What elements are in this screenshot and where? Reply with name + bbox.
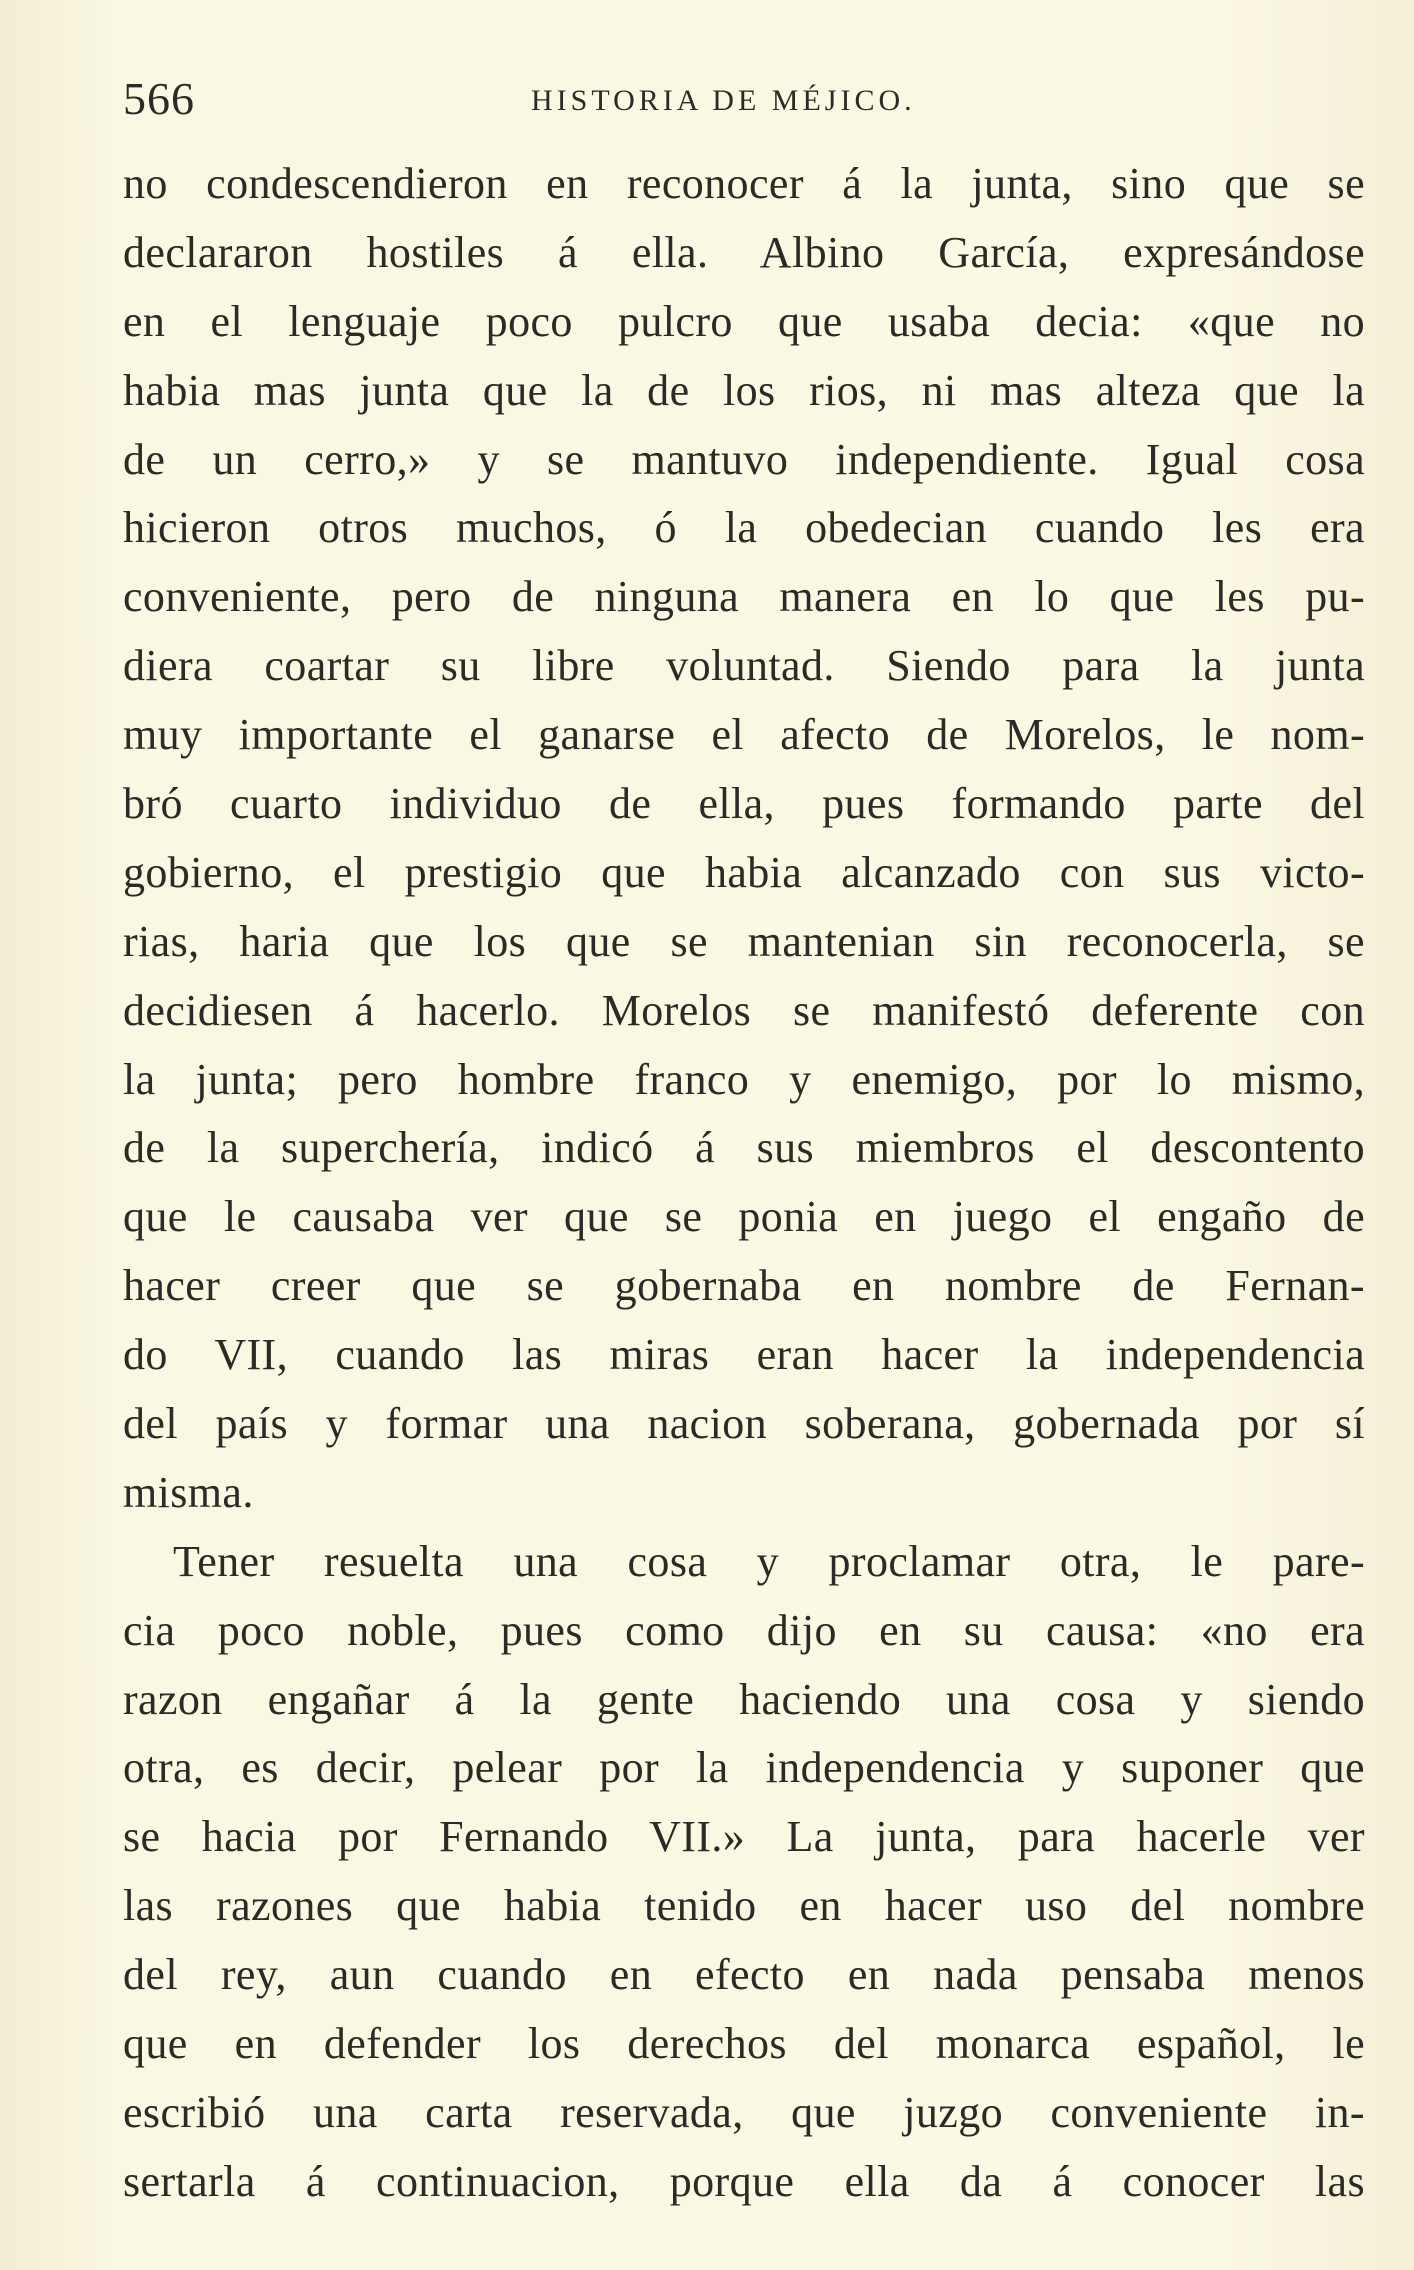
text-line: declararon hostiles á ella. Albino García, expresándose — [123, 227, 1365, 277]
text-line: hacer creer que se gobernaba en nombre de Fernan- — [123, 1261, 1365, 1311]
text-line: se hacia por Fernando VII.» La junta, para hacerle ver — [123, 1812, 1365, 1862]
page-header — [123, 72, 1365, 128]
paragraph — [123, 150, 1365, 1528]
text-line: que le causaba ver que se ponia en juego el engaño de — [123, 1192, 1365, 1242]
text-line: escribió una carta reservada, que juzgo conveniente in- — [123, 2087, 1365, 2137]
text-line: habia mas junta que la de los rios, ni mas alteza que la — [123, 365, 1365, 415]
text-line: conveniente, pero de ninguna manera en lo que les pu- — [123, 572, 1365, 622]
text-line: decidiesen á hacerlo. Morelos se manifestó deferente con — [123, 985, 1365, 1035]
text-line: cia poco noble, pues como dijo en su causa: «no era — [123, 1605, 1365, 1655]
page-number: 566 — [123, 73, 195, 124]
text-line: no condescendieron en reconocer á la junta, sino que se — [123, 159, 1365, 208]
text-line: rias, haria que los que se mantenian sin reconocerla, se — [123, 916, 1365, 966]
text-line: las razones que habia tenido en hacer uso del nombre — [123, 1881, 1365, 1931]
text-line: sertarla á continuacion, porque ella da á conocer las — [123, 2156, 1365, 2206]
text-line: la junta; pero hombre franco y enemigo, por lo mismo, — [123, 1054, 1365, 1104]
text-line: hicieron otros muchos, ó la obedecian cuando les era — [123, 503, 1365, 553]
text-line: bró cuarto individuo de ella, pues formando parte del — [123, 779, 1365, 829]
text-line: de un cerro,» y se mantuvo independiente. Igual cosa — [123, 434, 1365, 484]
running-title: HISTORIA DE MÉJICO. — [531, 84, 916, 117]
text-line: do VII, cuando las miras eran hacer la independencia — [123, 1330, 1365, 1380]
paragraph — [123, 1528, 1365, 2217]
text-line: de la superchería, indicó á sus miembros el descontento — [123, 1123, 1365, 1173]
text-line: razon engañar á la gente haciendo una cosa y siendo — [123, 1674, 1365, 1724]
text-line: que en defender los derechos del monarca español, le — [123, 2019, 1365, 2069]
text-line: muy importante el ganarse el afecto de Morelos, le nom- — [123, 710, 1365, 760]
text-line: del rey, aun cuando en efecto en nada pensaba menos — [123, 1950, 1365, 2000]
text-line: del país y formar una nacion soberana, gobernada por sí — [123, 1399, 1365, 1449]
text-line: gobierno, el prestigio que habia alcanzado con sus victo- — [123, 847, 1365, 897]
text-line: diera coartar su libre voluntad. Siendo para la junta — [123, 641, 1365, 691]
text-line: en el lenguaje poco pulcro que usaba decia: «que no — [123, 296, 1365, 346]
body-text — [123, 150, 1365, 2217]
text-line: otra, es decir, pelear por la independencia y suponer que — [123, 1743, 1365, 1793]
text-line: misma. — [123, 1467, 254, 1517]
text-line: Tener resuelta una cosa y proclamar otra, le pare- — [173, 1536, 1365, 1586]
